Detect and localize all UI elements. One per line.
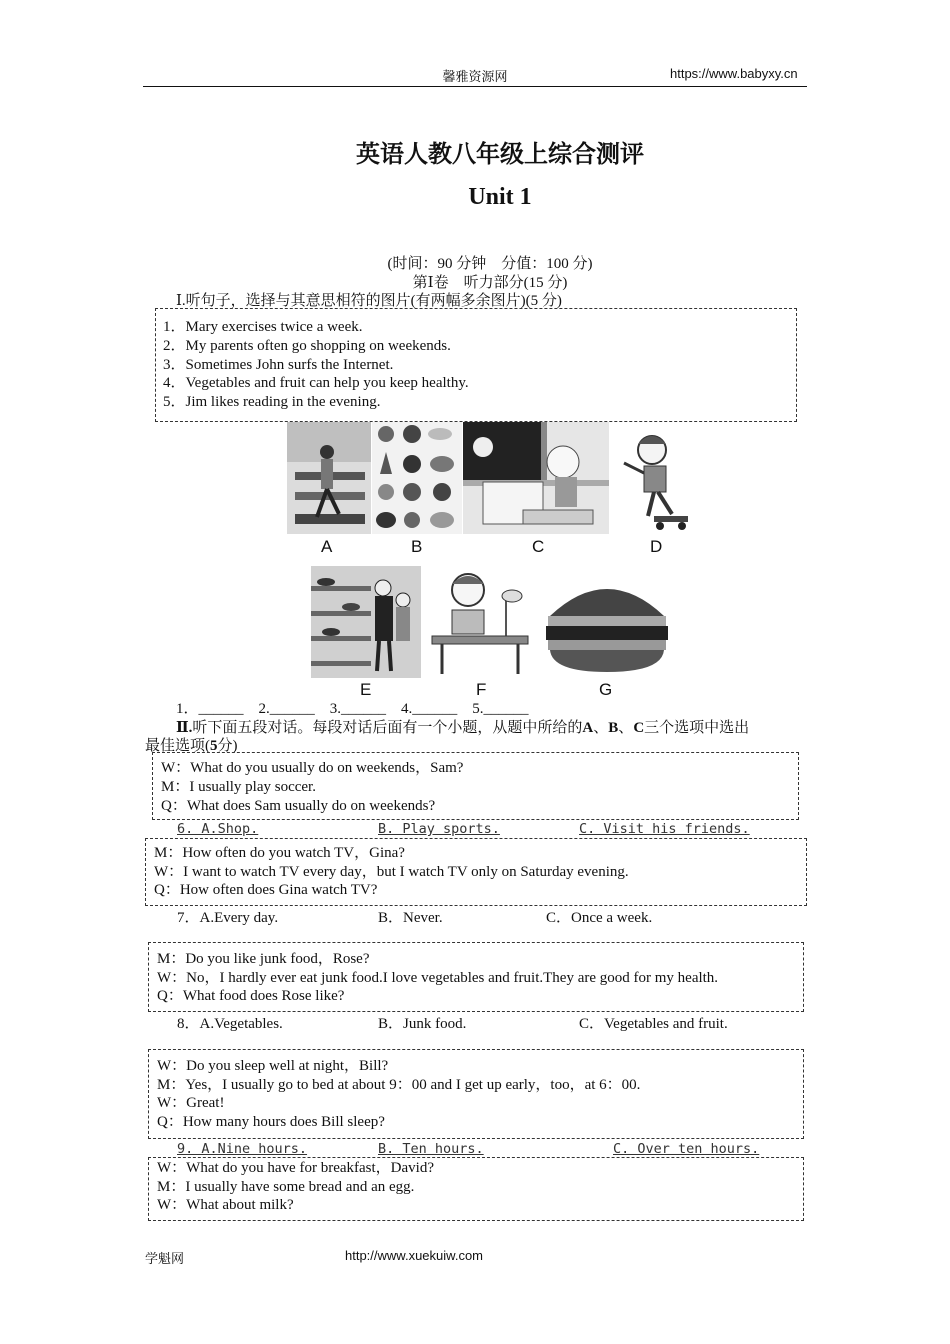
page-title: 英语人教八年级上综合测评 bbox=[356, 139, 644, 168]
question-8-option-c: C．Vegetables and fruit. bbox=[579, 1016, 728, 1032]
skating-girl-picture bbox=[614, 428, 696, 534]
dialogue-3-line-3: Q：What food does Rose like? bbox=[157, 988, 345, 1004]
header-site: 馨雅资源网 bbox=[442, 70, 508, 85]
question-9-option-a: 9. A.Nine hours. bbox=[177, 1141, 308, 1157]
picture-label-f: F bbox=[476, 680, 487, 699]
sentence-1: 1．Mary exercises twice a week. bbox=[163, 319, 363, 335]
dialogue-4-box bbox=[148, 1049, 804, 1139]
section1-heading: Ⅰ.听句子，选择与其意思相符的图片(有两幅多余图片)(5 分) bbox=[176, 293, 562, 309]
footer-site: 学魁网 bbox=[145, 1252, 185, 1267]
picture-label-g: G bbox=[599, 680, 613, 699]
dialogue-2-line-3: Q：How often does Gina watch TV? bbox=[154, 882, 378, 898]
shoe-shopping-picture bbox=[311, 566, 421, 678]
vegetables-fruit-picture bbox=[372, 422, 462, 534]
section2-heading-line2: 最佳选项(5分) bbox=[145, 738, 238, 754]
section2-heading: Ⅱ.听下面五段对话。每段对话后面有一个小题，从题中所给的A、B、C三个选项中选出 bbox=[176, 720, 750, 736]
question-9-option-b: B. Ten hours. bbox=[378, 1141, 484, 1157]
unit-title: Unit 1 bbox=[468, 184, 532, 210]
dialogue-5-line-3: W：What about milk? bbox=[157, 1197, 294, 1213]
question-7-option-b: B．Never. bbox=[378, 910, 443, 926]
surfing-internet-picture bbox=[463, 422, 609, 534]
dialogue-1-box bbox=[152, 752, 799, 820]
picture-label-a: A bbox=[321, 537, 333, 556]
dialogue-1-line-3: Q：What does Sam usually do on weekends? bbox=[161, 798, 436, 814]
question-9-option-c: C. Over ten hours. bbox=[613, 1141, 760, 1157]
dialogue-4-line-1: W：Do you sleep well at night，Bill? bbox=[157, 1058, 389, 1074]
sentence-3: 3．Sometimes John surfs the Internet. bbox=[163, 357, 394, 373]
picture-label-c: C bbox=[532, 537, 545, 556]
treadmill-picture bbox=[287, 422, 371, 534]
question-8-option-b: B．Junk food. bbox=[378, 1016, 467, 1032]
footer-url[interactable]: http://www.xuekuiw.com bbox=[345, 1248, 483, 1263]
question-6-option-c: C. Visit his friends. bbox=[579, 821, 750, 837]
dialogue-2-box bbox=[145, 838, 807, 906]
dialogue-3-line-1: M：Do you like junk food，Rose? bbox=[157, 951, 370, 967]
dialogue-5-line-1: W：What do you have for breakfast，David? bbox=[157, 1160, 434, 1176]
picture-label-d: D bbox=[650, 537, 663, 556]
section1-sentence-box bbox=[155, 308, 797, 422]
question-6-option-a: 6. A.Shop. bbox=[177, 821, 259, 837]
dialogue-5-box bbox=[148, 1157, 804, 1221]
time-info: (时间：90 分钟 分值：100 分) bbox=[387, 256, 593, 272]
question-8-option-a: 8．A.Vegetables. bbox=[177, 1016, 283, 1032]
dialogue-2-line-1: M：How often do you watch TV，Gina? bbox=[154, 845, 405, 861]
question-7-option-a: 7．A.Every day. bbox=[177, 910, 279, 926]
question-6-option-b: B. Play sports. bbox=[378, 821, 500, 837]
dialogue-2-line-2: W：I want to watch TV every day，but I watch TV only on Saturday evening. bbox=[154, 864, 629, 880]
sentence-2: 2．My parents often go shopping on weekends. bbox=[163, 338, 451, 354]
picture-label-b: B bbox=[411, 537, 423, 556]
dialogue-3-box bbox=[148, 942, 804, 1012]
reading-boy-picture bbox=[430, 566, 530, 678]
dialogue-4-line-2: M：Yes，I usually go to bed at about 9：00 and I get up early，too，at 6：00. bbox=[157, 1077, 641, 1093]
header-url[interactable]: https://www.babyxy.cn bbox=[670, 66, 798, 81]
dialogue-4-line-3: W：Great! bbox=[157, 1095, 225, 1111]
dialogue-1-line-1: W：What do you usually do on weekends，Sam? bbox=[161, 760, 464, 776]
part-title: 第Ⅰ卷 听力部分(15 分) bbox=[412, 275, 568, 291]
question-7-option-c: C．Once a week. bbox=[546, 910, 653, 926]
picture-label-e: E bbox=[360, 680, 372, 699]
header-rule bbox=[143, 86, 807, 87]
sentence-5: 5．Jim likes reading in the evening. bbox=[163, 394, 381, 410]
dialogue-1-line-2: M：I usually play soccer. bbox=[161, 779, 316, 795]
dialogue-5-line-2: M：I usually have some bread and an egg. bbox=[157, 1179, 415, 1195]
sentence-4: 4．Vegetables and fruit can help you keep healthy. bbox=[163, 375, 469, 391]
hamburger-picture bbox=[542, 572, 672, 678]
dialogue-4-line-4: Q：How many hours does Bill sleep? bbox=[157, 1114, 385, 1130]
section2-numeral: Ⅱ. bbox=[176, 720, 193, 736]
dialogue-3-line-2: W：No，I hardly ever eat junk food.I love vegetables and fruit.They are good for my health. bbox=[157, 970, 719, 986]
section1-answer-line: 1．______ 2.______ 3.______ 4.______ 5.______ bbox=[176, 701, 529, 717]
